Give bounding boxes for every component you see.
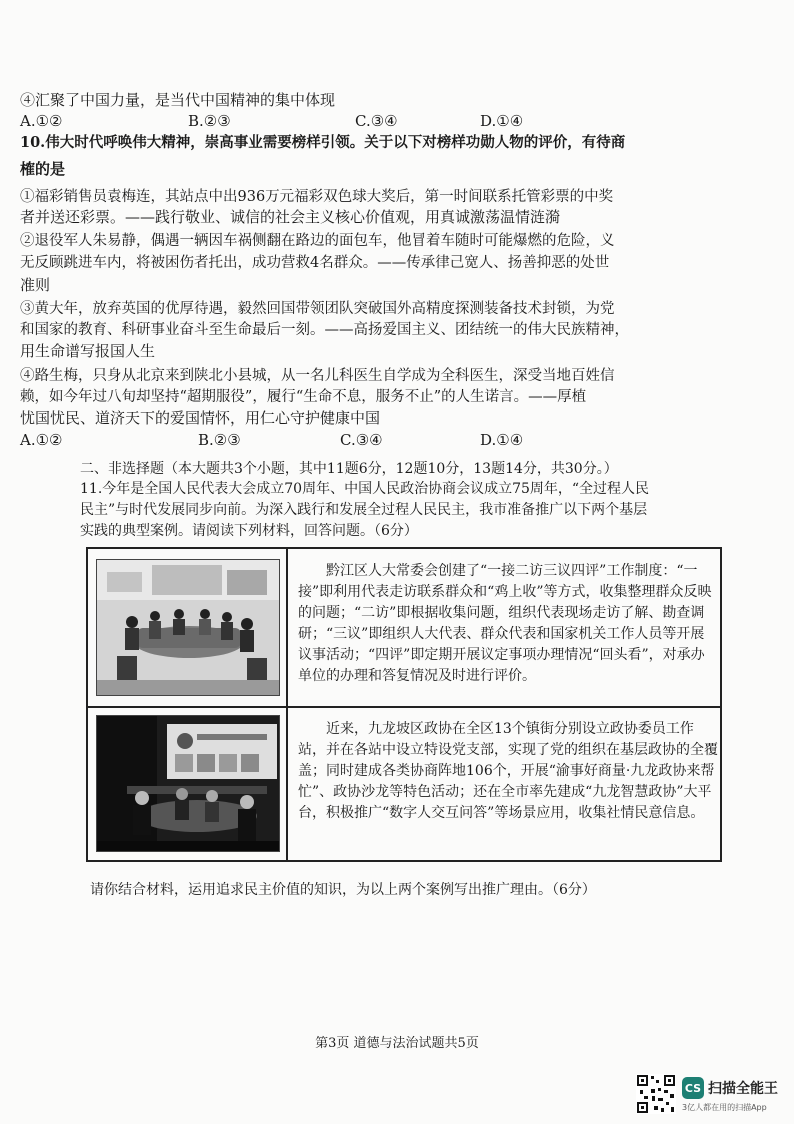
q10-option-d: D.①④ bbox=[480, 431, 524, 449]
q9-option-c: C.③④ bbox=[355, 112, 398, 130]
q9-item4: ④汇聚了中国力量，是当代中国精神的集中体现 bbox=[20, 91, 336, 109]
table-row-divider bbox=[88, 706, 720, 708]
q10-stem-line1: 10.伟大时代呼唤伟大精神，崇高事业需要榜样引领。关于以下对榜样功勋人物的评价，有待商 bbox=[20, 134, 626, 151]
q9-option-d: D.①④ bbox=[480, 112, 524, 130]
q10-option-a: A.①② bbox=[20, 431, 63, 449]
q10-item4-line3: 忧国忧民、道济天下的爱国情怀，用仁心守护健康中国 bbox=[20, 409, 381, 427]
q11-question: 请你结合材料，运用追求民主价值的知识，为以上两个案例写出推广理由。（6分） bbox=[90, 882, 596, 898]
q10-item3-line2: 和国家的教育、科研事业奋斗至生命最后一刻。——高扬爱国主义、团结统一的伟大民族精神， bbox=[20, 322, 629, 338]
q11-stem-line3: 实践的典型案例。请阅读下列材料，回答问题。（6分） bbox=[80, 523, 418, 539]
q10-item3-line1: ③黄大年，放弃英国的优厚待遇，毅然回国带领团队突破国外高精度探测装备技术封锁，为党 bbox=[20, 301, 615, 317]
q9-option-a: A.①② bbox=[20, 112, 63, 130]
q11-stem-line1: 11.今年是全国人民代表大会成立70周年、中国人民政治协商会议成立75周年，“全过程人民 bbox=[80, 481, 650, 497]
q10-item2-line2: 无反顾跳进车内，将被困伤者托出，成功营救4名群众。——传承律己宽人、扬善抑恶的处世 bbox=[20, 255, 610, 271]
q10-option-b: B.②③ bbox=[198, 431, 241, 449]
material-table bbox=[86, 547, 722, 862]
meeting-photo bbox=[96, 559, 280, 696]
q10-item3-line3: 用生命谱写报国人生 bbox=[20, 342, 156, 360]
qr-code-icon bbox=[636, 1074, 676, 1114]
q10-item4-line1: ④路生梅，只身从北京来到陕北小县城，从一名儿科医生自学成为全科医生，深受当地百姓信 bbox=[20, 368, 615, 384]
q10-item1-line1: ①福彩销售员袁梅连，其站点中出936万元福彩双色球大奖后，第一时间联系托管彩票的中奖 bbox=[20, 189, 614, 205]
camscanner-brand: 扫描全能王 bbox=[708, 1081, 778, 1097]
q9-option-b: B.②③ bbox=[188, 112, 231, 130]
camscanner-logo-icon: CS bbox=[682, 1077, 704, 1099]
case2-paragraph: 近来，九龙坡区政协在全区13个镇街分别设立政协委员工作站，并在各站中设立特设党支部，实现了党的组织在基层政协的全覆盖；同时建成各类协商阵地106个，开展“渝事好商量·九龙政协来帮忙”、政协沙龙等特色活动；还在全市率先建成“九龙智慧政协”大平台，积极推广“数字人交互问答”等场景应用，收集社情民意信息。 bbox=[298, 721, 718, 821]
q10-item2-line3: 准则 bbox=[20, 276, 51, 294]
table-column-divider bbox=[286, 549, 288, 860]
q10-option-c: C.③④ bbox=[340, 431, 383, 449]
q10-stem-line2: 榷的是 bbox=[20, 160, 66, 178]
q11-stem-line2: 民主”与时代发展同步向前。为深入践行和发展全过程人民民主，我市准备推广以下两个基层 bbox=[80, 502, 648, 518]
page-footer: 第3页 道德与法治试题共5页 bbox=[315, 1036, 479, 1051]
case2-text bbox=[298, 719, 718, 824]
case1-text bbox=[298, 561, 718, 687]
station-photo bbox=[96, 715, 280, 852]
camscanner-tagline: 3亿人都在用的扫描App bbox=[682, 1103, 767, 1112]
q10-item2-line1: ②退役军人朱易静，偶遇一辆因车祸侧翻在路边的面包车，他冒着车随时可能爆燃的危险，义 bbox=[20, 233, 615, 249]
section2-heading: 二、非选择题（本大题共3个小题，其中11题6分，12题10分，13题14分，共30分。） bbox=[80, 461, 618, 477]
q10-item1-line2: 者并送还彩票。——践行敬业、诚信的社会主义核心价值观，用真诚激荡温情涟漪 bbox=[20, 208, 561, 226]
q10-item4-line2: 赖，如今年过八旬却坚持“超期服役”，履行“生命不息，服务不止”的人生诺言。——厚植 bbox=[20, 389, 587, 405]
case1-paragraph: 黔江区人大常委会创建了“一接二访三议四评”工作制度：“一接”即利用代表走访联系群众和“鸡上收”等方式，收集整理群众反映的问题；“二访”即根据收集问题，组织代表现场走访了解、勘查调研；“三议”即组织人大代表、群众代表和国家机关工作人员等开展议事活动；“四评”即定期开展议定事项办理情况“回头看”，对承办单位的办理和答复情况及时进行评价。 bbox=[298, 563, 712, 684]
